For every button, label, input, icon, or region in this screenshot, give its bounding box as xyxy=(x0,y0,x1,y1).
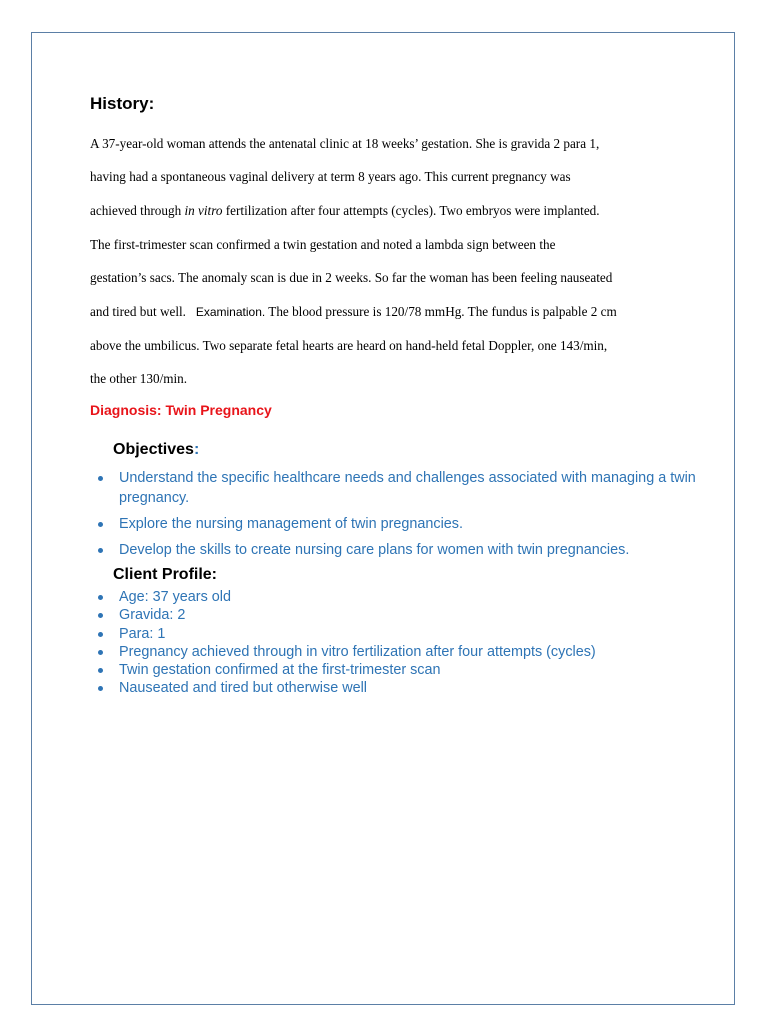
history-line-3-italic: in vitro xyxy=(184,203,223,218)
client-profile-heading: Client Profile: xyxy=(113,566,218,583)
objectives-colon: : xyxy=(193,441,200,458)
objectives-heading xyxy=(113,441,199,459)
list-item: Develop the skills to create nursing care plans for women with twin pregnancies. xyxy=(96,540,726,560)
history-line-5: gestation’s sacs. The anomaly scan is due in 2 weeks. So far the woman has been feeling nauseated xyxy=(90,270,613,285)
list-item: Nauseated and tired but otherwise well xyxy=(96,679,726,697)
history-line-7: above the umbilicus. Two separate fetal hearts are heard on hand-held fetal Doppler, one 143/min, xyxy=(90,338,608,353)
history-line-1: A 37-year-old woman attends the antenatal clinic at 18 weeks’ gestation. She is gravida 2 para 1, xyxy=(90,136,600,151)
history-line-4: The first-trimester scan confirmed a twin gestation and noted a lambda sign between the xyxy=(90,237,556,252)
diagnosis-text: Diagnosis: Twin Pregnancy xyxy=(90,402,272,418)
objectives-list xyxy=(96,468,726,566)
list-item: Para: 1 xyxy=(96,625,726,643)
history-heading: History: xyxy=(90,94,155,113)
client-profile-list xyxy=(96,588,726,698)
history-line-3 xyxy=(90,203,600,219)
history-line-2: having had a spontaneous vaginal delivery at term 8 years ago. This current pregnancy was xyxy=(90,169,571,184)
history-line-6 xyxy=(90,304,617,320)
examination-label: Examination. xyxy=(195,305,266,319)
list-item: Understand the specific healthcare needs and challenges associated with managing a twin pregnancy. xyxy=(96,468,726,508)
objectives-heading-text: Objectives xyxy=(113,441,194,458)
list-item: Twin gestation confirmed at the first-trimester scan xyxy=(96,661,726,679)
list-item: Age: 37 years old xyxy=(96,588,726,606)
history-line-8: the other 130/min. xyxy=(90,371,188,386)
list-item: Pregnancy achieved through in vitro fertilization after four attempts (cycles) xyxy=(96,643,726,661)
list-item: Explore the nursing management of twin pregnancies. xyxy=(96,514,726,534)
history-line-3-b: fertilization after four attempts (cycles). Two embryos were implanted. xyxy=(222,203,600,218)
history-line-6-b: The blood pressure is 120/78 mmHg. The fundus is palpable 2 cm xyxy=(265,304,617,319)
history-line-6-a: and tired but well. xyxy=(90,304,196,319)
history-line-3-a: achieved through xyxy=(90,203,185,218)
list-item: Gravida: 2 xyxy=(96,606,726,624)
